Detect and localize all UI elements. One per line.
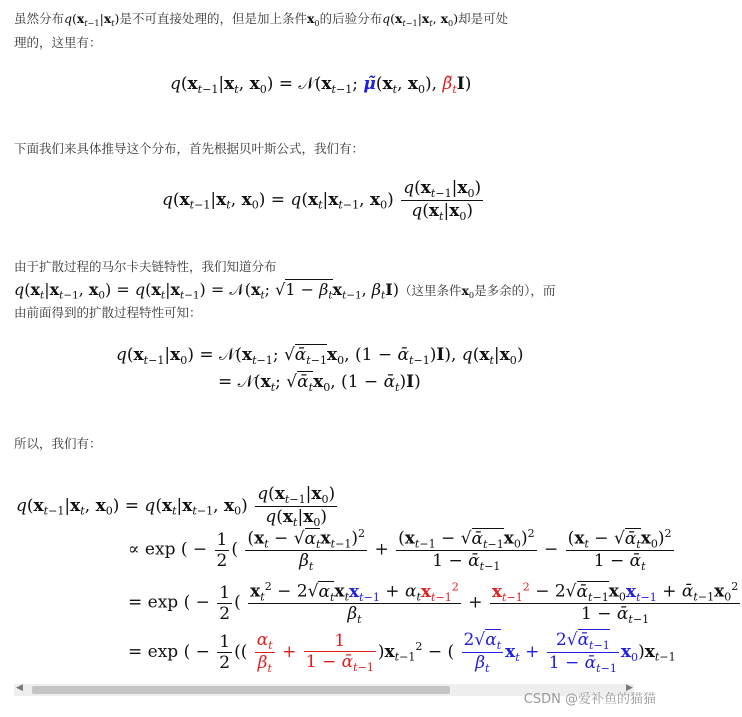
- paragraph-3: 由于扩散过程的马尔卡夫链特性，我们知道分布: [14, 259, 277, 274]
- paragraph-3-line-3: 由前面得到的扩散过程特性可知：: [14, 305, 202, 320]
- equation-marginal-1: $q(x_{t-1}|x_0)$ = $𝒩(x_{t-1}$; $√ᾱ_{t-1}x_0$, (1 − ᾱ$_{t-1}$)I), $q(x_t|x_0)$: [116, 345, 524, 367]
- watermark: CSDN @爱补鱼的猫猫: [523, 692, 656, 707]
- paragraph-4: 所以，我们有：: [14, 436, 102, 451]
- equation-bayes: $q(x_{t-1}|x_t$, $x_0) = q(x_t|x_{t-1}$, $x_0$) $\frac{q(x_{t-1}|x_0)}{q(x_t|x_0)}$: [162, 178, 482, 223]
- horizontal-scrollbar-thumb[interactable]: [32, 686, 450, 694]
- scroll-right-arrow-icon[interactable]: ▶: [626, 683, 633, 693]
- paragraph-3-line-2: $q(x_t|x_{t-1}$, $x_0) = q(x_t|x_{t-1})$ = $𝒩(x_t$; $√1 - \beta_tx_{t-1}$, $\beta_tI$)（这里条件$x_0$是多余的），而: [14, 280, 556, 302]
- derivation-line-3: = exp ( − $\frac{1}{2}$ ( $\frac{x_t^2 - 2√\alpha_tx_tx_{t-1} + \alpha_tx_{t-1}^2}{\beta_t}$ + $\frac{x_{t-1}^2 - 2√ᾱ_{t-1}x_0x_{t-1} + ᾱ_{t-1}x_0^2}{1 - ᾱ_{t-1}}$: [128, 580, 739, 627]
- derivation-line-4: = exp ( − $\frac{1}{2}$ (( $\frac{\alpha_t}{\beta_t}$ + $\frac{1}{1 - ᾱ_{t-1}}$ )$x_{t-1}^2$ − ( $\frac{2√\alpha_t}{\beta_t}$ $x_t$ + $\frac{2√ᾱ_{t-1}}{1 - ᾱ_{t-1}}$ $x_0)x_{t-1}$: [128, 630, 676, 675]
- paragraph-2: 下面我们来具体推导这个分布，首先根据贝叶斯公式，我们有：: [14, 141, 365, 156]
- scroll-left-arrow-icon[interactable]: ◀: [16, 683, 23, 693]
- paragraph-1: 虽然分布$q(x_{t-1}|x_t)$是不可直接处理的，但是加上条件$x_0$的后验分布$q(x_{t-1}|x_t$, $x_0$)却是可处: [14, 11, 509, 28]
- paragraph-1-line-2: 理的，这里有：: [14, 35, 102, 50]
- derivation-line-2: ∝ exp ( − $\frac{1}{2}$ ( $\frac{(x_t - √\alpha_tx_{t-1})^2}{\beta_t}$ + $\frac{(x_{t-1} - √ᾱ_{t-1}x_0)^2}{1 - ᾱ_{t-1}}$ − $\frac{(x_t - √ᾱ_tx_0)^2}{1 - ᾱ_t}$: [128, 527, 672, 574]
- equation-posterior: $q(x_{t-1}|x_t$, $x_0$) = $𝒩(x_{t-1}$; $\mũ(x_t$, $x_0$), $\betã_tI$): [170, 74, 472, 96]
- equation-marginal-2: = $𝒩(x_t$; $√ᾱ_tx_0$, (1 − ᾱ$_t$)I): [218, 372, 421, 394]
- derivation-line-1: $q(x_{t-1}|x_t$, $x_0) = q(x_t|x_{t-1}$, $x_0$) $\frac{q(x_{t-1}|x_0)}{q(x_t|x_0)}$: [16, 484, 336, 529]
